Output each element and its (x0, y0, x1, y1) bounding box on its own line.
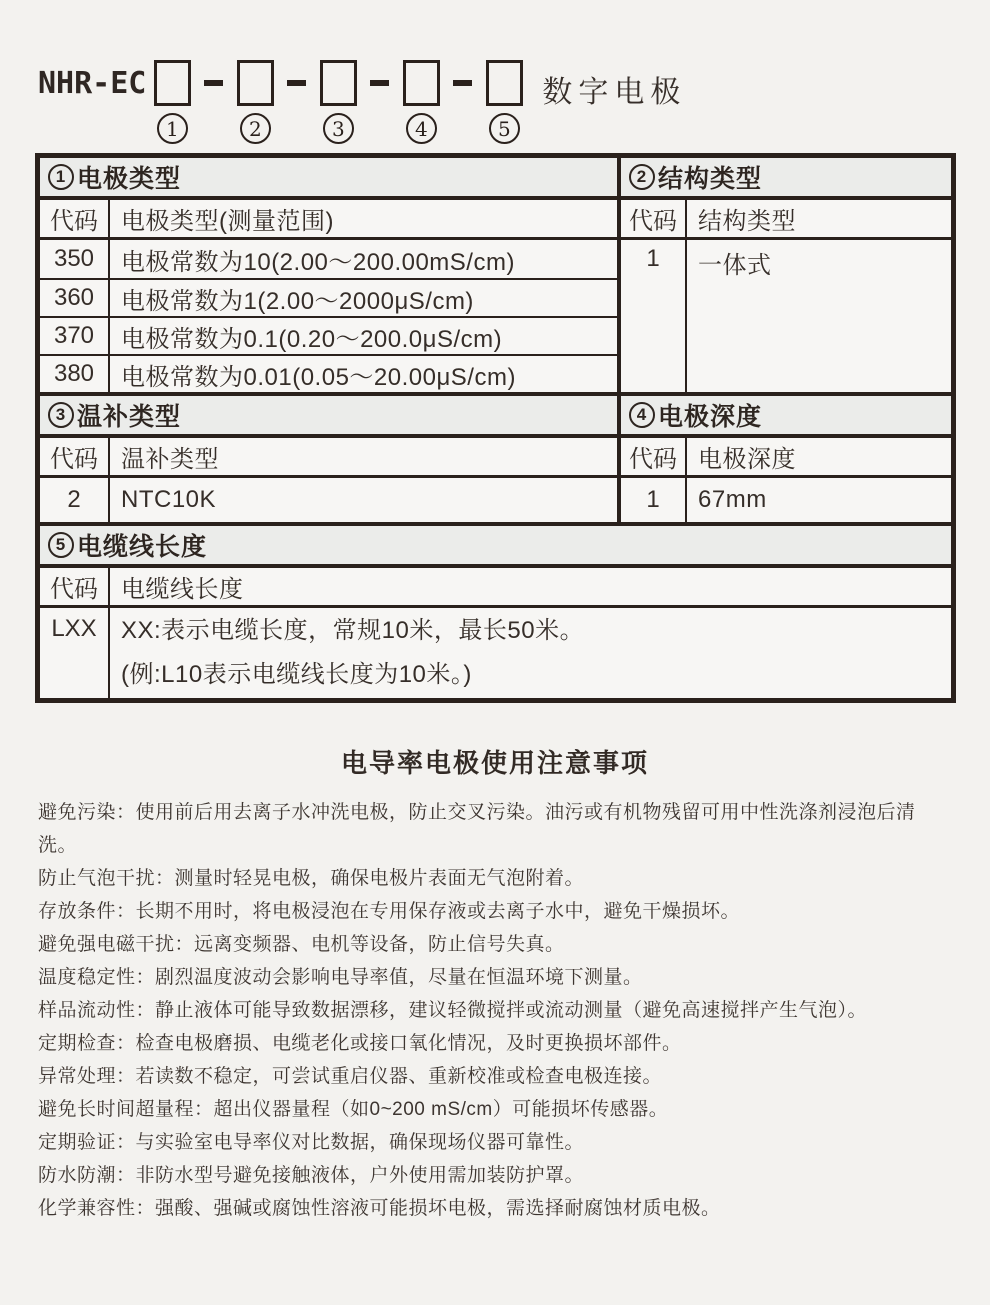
note-item: 异常处理：若读数不稳定，可尝试重启仪器、重新校准或检查电极连接。 (38, 1066, 663, 1087)
notes-title: 电导率电极使用注意事项 (340, 748, 649, 778)
desc-header-cell: 电极深度 (698, 446, 796, 473)
circled-number-icon: 2 (629, 164, 655, 190)
model-slot-1 (152, 60, 192, 144)
ordering-table (35, 153, 956, 703)
circled-number-2: 2 (240, 113, 271, 144)
section-title-text: 电极深度 (658, 403, 763, 431)
note-item: 避免长时间超量程：超出仪器量程（如0~200 mS/cm）可能损坏传感器。 (38, 1099, 669, 1120)
section-title (621, 158, 951, 200)
note-item: 避免强电磁干扰：远离变频器、电机等设备，防止信号失真。 (38, 934, 565, 955)
desc-cell: 一体式 (698, 252, 772, 279)
circled-number-icon: 5 (48, 532, 74, 558)
dash-icon (204, 80, 223, 86)
section-structure-type (621, 158, 951, 392)
dash-icon (453, 80, 472, 86)
section-title-text: 结构类型 (658, 165, 763, 193)
dash-icon (370, 80, 389, 86)
note-item: 定期检查：检查电极磨损、电缆老化或接口氧化情况，及时更换损坏部件。 (38, 1033, 682, 1054)
code-cell: 2 (40, 478, 110, 522)
model-slot-4 (401, 60, 441, 144)
circled-number-icon: 4 (629, 402, 655, 428)
table-header-row (621, 200, 951, 240)
table-row (40, 608, 951, 698)
desc-header-cell: 电缆线长度 (121, 576, 244, 603)
note-item: 防止气泡干扰：测量时轻晃电极，确保电极片表面无气泡附着。 (38, 868, 585, 889)
model-suffix: 数字电极 (542, 76, 687, 109)
table-header-row (40, 568, 951, 608)
desc-cell (110, 608, 951, 698)
desc-header-cell: 结构类型 (698, 208, 796, 235)
circled-number-1: 1 (157, 113, 188, 144)
spec-sheet-page (0, 60, 990, 1305)
code-cell: 350 (40, 240, 110, 278)
table-row (40, 354, 617, 392)
model-slot-box (154, 60, 191, 106)
circled-number-3: 3 (323, 113, 354, 144)
section-title (621, 396, 951, 438)
note-item: 温度稳定性：剧烈温度波动会影响电导率值，尽量在恒温环境下测量。 (38, 967, 643, 988)
section-electrode-depth (621, 396, 951, 522)
section-temp-comp-type (40, 396, 621, 522)
desc-header-cell: 温补类型 (121, 446, 219, 473)
model-slot-box (403, 60, 440, 106)
model-code-diagram (38, 60, 990, 144)
model-slot-2 (235, 60, 275, 144)
table-header-row (40, 200, 617, 240)
cable-desc-line-2: (例:L10表示电缆线长度为10米。) (121, 661, 472, 688)
desc-cell: 电极常数为1(2.00～2000μS/cm) (121, 287, 474, 315)
desc-cell: NTC10K (121, 486, 217, 513)
desc-cell: 电极常数为0.01(0.05～20.00μS/cm) (121, 363, 516, 391)
circled-number-icon: 3 (48, 402, 74, 428)
note-item: 定期验证：与实验室电导率仪对比数据，确保现场仪器可靠性。 (38, 1132, 585, 1153)
model-slot-box (486, 60, 523, 106)
circled-number-5: 5 (489, 113, 520, 144)
code-cell: 360 (40, 280, 110, 316)
section-title-text: 电极类型 (77, 165, 182, 193)
usage-notes (38, 796, 943, 1225)
section-title-text: 电缆线长度 (77, 533, 208, 561)
section-title (40, 396, 617, 438)
section-electrode-type (40, 158, 621, 392)
table-band-3 (40, 522, 951, 698)
note-item: 防水防潮：非防水型号避免接触液体，户外使用需加装防护罩。 (38, 1165, 585, 1186)
table-header-row (621, 438, 951, 478)
model-slot-box (237, 60, 274, 106)
desc-header-cell: 电极类型(测量范围) (121, 208, 334, 235)
desc-cell: 67mm (698, 486, 767, 513)
section-title-text: 温补类型 (77, 403, 182, 431)
table-row (621, 240, 951, 392)
note-item: 存放条件：长期不用时，将电极浸泡在专用保存液或去离子水中，避免干燥损坏。 (38, 901, 741, 922)
note-item: 化学兼容性：强酸、强碱或腐蚀性溶液可能损坏电极，需选择耐腐蚀材质电极。 (38, 1198, 721, 1219)
code-header-cell: 代码 (621, 438, 687, 475)
code-cell: 1 (621, 478, 687, 522)
model-slot-3 (318, 60, 358, 144)
table-header-row (40, 438, 617, 478)
desc-cell: 电极常数为10(2.00～200.00mS/cm) (121, 248, 515, 276)
table-band-2 (40, 392, 951, 522)
code-cell: LXX (40, 608, 110, 698)
code-header-cell: 代码 (621, 200, 687, 237)
note-item: 避免污染：使用前后用去离子水冲洗电极，防止交叉污染。油污或有机物残留可用中性洗涤剂浸泡后清洗。 (38, 802, 916, 856)
table-row (40, 316, 617, 354)
table-row (621, 478, 951, 522)
circled-number-4: 4 (406, 113, 437, 144)
table-row (40, 240, 617, 278)
code-header-cell: 代码 (40, 200, 110, 237)
table-row (40, 278, 617, 316)
code-header-cell: 代码 (40, 568, 110, 605)
model-slot-box (320, 60, 357, 106)
model-slot-5 (484, 60, 524, 144)
section-title (40, 526, 951, 568)
code-cell: 370 (40, 318, 110, 354)
cable-desc-line-1: XX:表示电缆长度，常规10米，最长50米。 (121, 617, 585, 644)
note-item: 样品流动性：静止液体可能导致数据漂移，建议轻微搅拌或流动测量（避免高速搅拌产生气泡）。 (38, 1000, 868, 1021)
table-row (40, 478, 617, 522)
table-band-1 (40, 158, 951, 392)
section-cable-length (40, 526, 951, 698)
code-header-cell: 代码 (40, 438, 110, 475)
circled-number-icon: 1 (48, 164, 74, 190)
model-prefix: NHR-EC (38, 66, 147, 101)
desc-cell: 电极常数为0.1(0.20～200.0μS/cm) (121, 325, 503, 353)
dash-icon (287, 80, 306, 86)
code-cell: 380 (40, 356, 110, 392)
code-cell: 1 (621, 240, 687, 392)
section-title (40, 158, 617, 200)
